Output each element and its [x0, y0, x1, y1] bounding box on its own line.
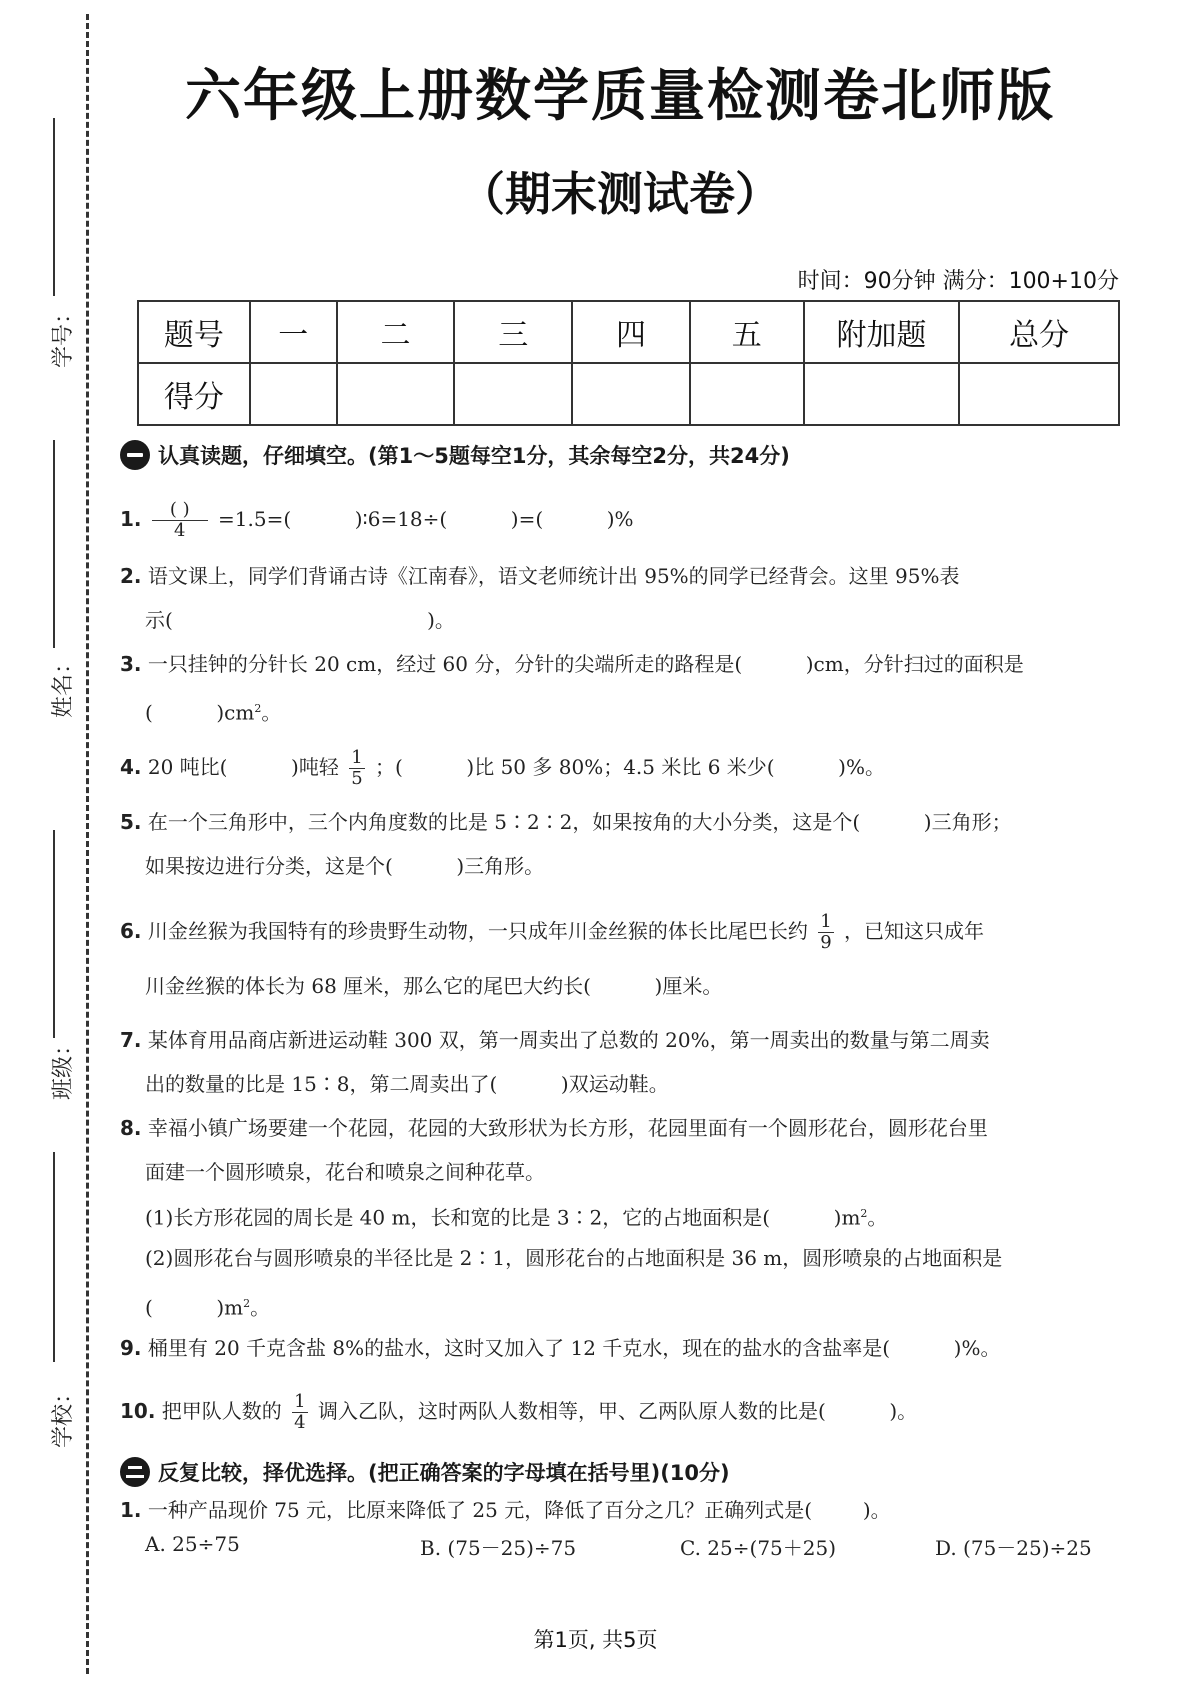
- question-text[interactable]: =1.5=( )∶6=18÷( )=( )%: [218, 507, 634, 531]
- question-text[interactable]: (1)长方形花园的周长是 40 m，长和宽的比是 3∶2，它的占地面积是( )m: [145, 1205, 861, 1230]
- question-1-9: [120, 1334, 1120, 1362]
- punctuation: 。: [250, 1295, 271, 1320]
- question-1-8-sub2-line2[interactable]: [145, 1290, 1145, 1322]
- question-number: 4.: [120, 755, 142, 779]
- score-row-label: 得分: [138, 363, 250, 425]
- score-header-cell: 题号: [138, 301, 250, 363]
- student-name-label: 姓名：: [51, 651, 76, 718]
- school-label: 学校：: [51, 1381, 76, 1448]
- fraction: [349, 748, 364, 789]
- answer-blank-text[interactable]: ( )cm: [145, 700, 255, 725]
- question-text[interactable]: 一只挂钟的分针长 20 cm，经过 60 分，分针的尖端所走的路程是( )cm，分针扫过的面积是: [147, 652, 1024, 676]
- section-number-two-icon: [120, 1457, 150, 1487]
- question-number: 7.: [120, 1028, 142, 1052]
- question-1-8-sub2: (2)圆形花台与圆形喷泉的半径比是 2∶1，圆形花台的占地面积是 36 m，圆形喷泉的占地面积是: [145, 1246, 1003, 1270]
- student-id-blank-line: [53, 118, 55, 296]
- punctuation: 。: [261, 700, 282, 725]
- question-1-7-line2[interactable]: 出的数量的比是 15∶8，第二周卖出了( )双运动鞋。: [145, 1072, 669, 1096]
- question-number: 8.: [120, 1116, 142, 1140]
- fraction-denominator: 5: [351, 768, 363, 789]
- question-1-6-line2[interactable]: 川金丝猴的体长为 68 厘米，那么它的尾巴大约长( )厘米。: [145, 974, 723, 998]
- score-cell[interactable]: [572, 363, 690, 425]
- question-1-1: [120, 500, 1120, 541]
- fraction: [818, 912, 833, 953]
- score-header-cell: 总分: [959, 301, 1119, 363]
- question-number: 1.: [120, 507, 142, 531]
- school-blank-line: [53, 1152, 55, 1362]
- option-b[interactable]: B. (75－25)÷75: [420, 1536, 577, 1560]
- superscript: 2: [243, 1297, 251, 1310]
- score-cell[interactable]: [690, 363, 804, 425]
- question-1-3: [120, 650, 1120, 678]
- question-1-8: [120, 1114, 1120, 1142]
- superscript: 2: [860, 1207, 868, 1220]
- question-text[interactable]: ；( )比 50 多 80%；4.5 米比 6 米少( )%。: [375, 755, 885, 779]
- question-text[interactable]: 在一个三角形中，三个内角度数的比是 5∶2∶2，如果按角的大小分类，这是个( )三角形；: [147, 810, 1012, 834]
- question-1-2-line2[interactable]: 示( )。: [145, 608, 455, 632]
- score-table-score-row: [138, 363, 1119, 425]
- question-1-5: [120, 808, 1120, 836]
- score-header-cell: 五: [690, 301, 804, 363]
- page-title: 六年级上册数学质量检测卷北师版: [185, 64, 1055, 129]
- section-1-heading: [120, 440, 790, 470]
- question-1-8-line2: 面建一个圆形喷泉，花台和喷泉之间种花草。: [145, 1160, 545, 1184]
- question-1-3-line2[interactable]: [145, 695, 1145, 727]
- question-text: 语文课上，同学们背诵古诗《江南春》，语文老师统计出 95%的同学已经背会。这里 95%表: [147, 564, 960, 588]
- answer-blank-text[interactable]: ( )m: [145, 1295, 244, 1320]
- fraction: [152, 500, 208, 541]
- question-number: 10.: [120, 1399, 156, 1423]
- section-number-one-icon: [120, 440, 150, 470]
- score-header-cell: 三: [454, 301, 572, 363]
- score-header-cell: 附加题: [804, 301, 960, 363]
- section-2-title: 反复比较，择优选择。(把正确答案的字母填在括号里)(10分): [158, 1461, 730, 1485]
- question-1-10: [120, 1392, 1120, 1433]
- fraction-denominator: 4: [174, 520, 186, 541]
- fraction-numerator: 1: [820, 911, 832, 932]
- fraction-denominator: 9: [820, 932, 832, 953]
- question-number: 3.: [120, 652, 142, 676]
- binding-dashed-line: [86, 14, 89, 1674]
- score-cell[interactable]: [454, 363, 572, 425]
- fraction-numerator: 1: [351, 747, 363, 768]
- question-number: 6.: [120, 919, 142, 943]
- option-a[interactable]: A. 25÷75: [145, 1532, 240, 1556]
- punctuation: 。: [867, 1205, 888, 1230]
- score-table-header-row: [138, 301, 1119, 363]
- page-subtitle: （期末测试卷）: [459, 167, 781, 221]
- fraction-denominator: 4: [294, 1412, 306, 1433]
- class-blank-line: [53, 830, 55, 1038]
- question-text[interactable]: 调入乙队，这时两队人数相等，甲、乙两队原人数的比是( )。: [317, 1399, 918, 1423]
- score-header-cell: 四: [572, 301, 690, 363]
- question-1-4: [120, 748, 1120, 789]
- fraction-numerator: 1: [294, 1391, 306, 1412]
- section-1-title: 认真读题，仔细填空。(第1～5题每空1分，其余每空2分，共24分): [158, 444, 790, 468]
- score-header-cell: 二: [337, 301, 455, 363]
- section-2-heading: [120, 1457, 730, 1487]
- question-text: 把甲队人数的: [161, 1399, 282, 1423]
- score-header-cell: 一: [250, 301, 337, 363]
- question-text[interactable]: 桶里有 20 千克含盐 8%的盐水，这时又加入了 12 千克水，现在的盐水的含盐率是( )%。: [147, 1336, 1001, 1360]
- score-cell[interactable]: [337, 363, 455, 425]
- question-1-2: [120, 562, 1120, 590]
- fraction: [292, 1392, 307, 1433]
- question-1-7: [120, 1026, 1120, 1054]
- option-c[interactable]: C. 25÷(75＋25): [680, 1536, 837, 1560]
- score-cell[interactable]: [959, 363, 1119, 425]
- question-text: 幸福小镇广场要建一个花园，花园的大致形状为长方形，花园里面有一个圆形花台，圆形花台里: [147, 1116, 988, 1140]
- question-text: ，已知这只成年: [844, 919, 985, 943]
- page-indicator: 第1页, 共5页: [533, 1628, 658, 1652]
- score-cell[interactable]: [804, 363, 960, 425]
- question-text: 某体育用品商店新进运动鞋 300 双，第一周卖出了总数的 20%，第一周卖出的数量与第二周卖: [147, 1028, 990, 1052]
- question-number: 9.: [120, 1336, 142, 1360]
- superscript: 2: [254, 702, 262, 715]
- student-name-blank-line: [53, 440, 55, 648]
- class-label: 班级：: [51, 1033, 76, 1100]
- fraction-numerator[interactable]: ( ): [152, 500, 208, 521]
- question-2-1: [120, 1496, 1120, 1524]
- option-d[interactable]: D. (75－25)÷25: [935, 1536, 1092, 1560]
- question-text: 川金丝猴为我国特有的珍贵野生动物，一只成年川金丝猴的体长比尾巴长约: [147, 919, 808, 943]
- score-table: [137, 300, 1120, 426]
- question-number: 1.: [120, 1498, 142, 1522]
- question-text[interactable]: 一种产品现价 75 元，比原来降低了 25 元，降低了百分之几？正确列式是( )。: [147, 1498, 891, 1522]
- score-cell[interactable]: [250, 363, 337, 425]
- question-text[interactable]: 20 吨比( )吨轻: [147, 755, 339, 779]
- question-number: 2.: [120, 564, 142, 588]
- question-1-6: [120, 912, 1120, 953]
- student-id-label: 学号：: [51, 301, 76, 368]
- question-1-5-line2[interactable]: 如果按边进行分类，这是个( )三角形。: [145, 854, 545, 878]
- question-number: 5.: [120, 810, 142, 834]
- exam-time-score-info: 时间：90分钟 满分：100+10分: [797, 269, 1119, 294]
- question-1-8-sub1[interactable]: [145, 1200, 1145, 1232]
